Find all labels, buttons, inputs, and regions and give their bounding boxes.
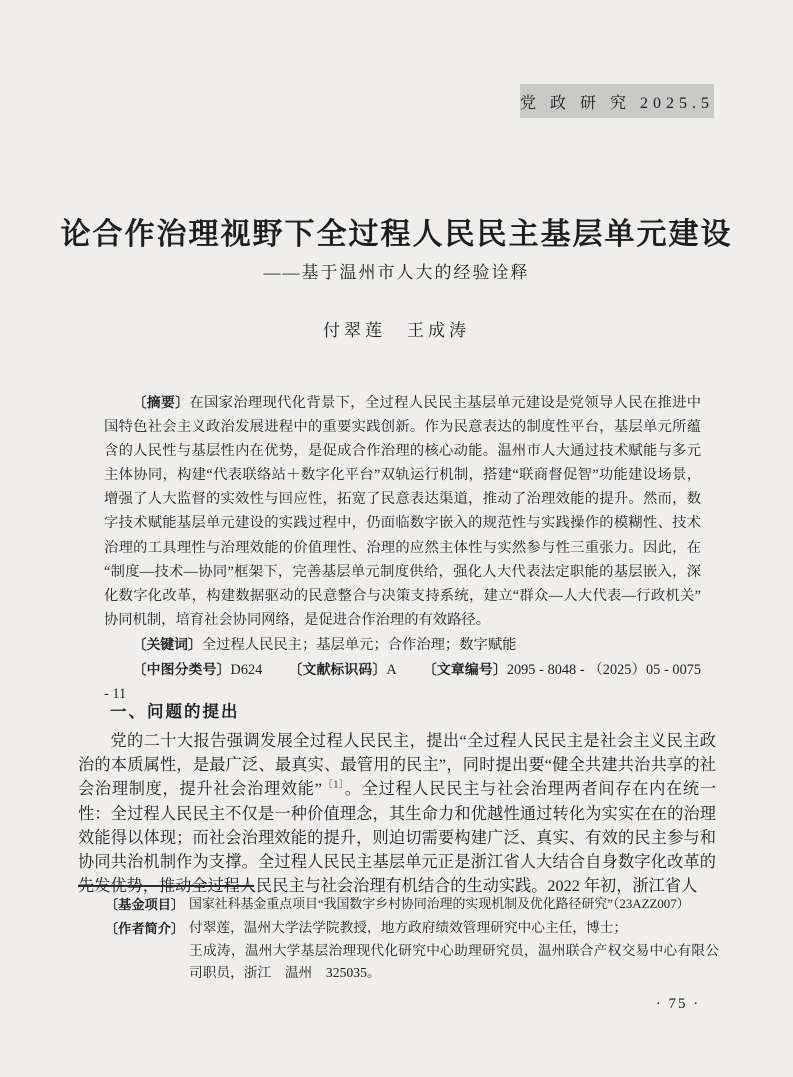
abstract-block [104, 390, 701, 706]
doc-code-value: A [386, 662, 397, 679]
fund-label: 〔基金项目〕 [105, 897, 185, 912]
article-no-value: 2095 - 8048 - （2025）05 - 0075 - 11 [104, 662, 702, 703]
keywords-label: 〔关键词〕 [132, 635, 202, 652]
keywords-line [104, 632, 701, 657]
article-no-label: 〔文章编号〕 [422, 661, 507, 678]
footnotes-block [105, 894, 719, 988]
clc-value: D624 [230, 662, 263, 679]
body-text-part-1: 党的二十大报告强调发展全过程人民民主，提出“全过程人民民主是社会主义民主政治的本质属性，是最广泛、最真实、最管用的民主”，同时提出要“健全共建共治共享的社会治理制度，提升社会治理效能” [78, 732, 716, 799]
article-title: 论合作治理视野下全过程人民民主基层单元建设 [60, 218, 733, 252]
clc-label: 〔中图分类号〕 [132, 661, 231, 678]
author-bio-note [105, 917, 719, 985]
article-authors: 付翠莲 王成涛 [323, 321, 470, 340]
journal-header-badge [520, 84, 714, 118]
body-paragraph [78, 729, 716, 898]
page-number: · 75 · [655, 996, 701, 1012]
keywords-text: 全过程人民民主；基层单元；合作治理；数字赋能 [201, 636, 517, 653]
journal-title: 党 政 研 究 2025.5 [520, 94, 715, 112]
abstract-label: 〔摘要〕 [132, 394, 190, 410]
fund-note [105, 894, 719, 914]
footnote-separator [78, 885, 254, 887]
bio-line-2: 王成涛，温州大学基层治理现代化研究中心助理研究员，温州联合产权交易中心有限公司职员，浙江 温州 325035。 [189, 942, 719, 980]
fund-text: 国家社科基金重点项目“我国数字乡村协同治理的实现机制及优化路径研究”（23AZZ007） [189, 897, 690, 911]
article-subtitle: ——基于温州市人大的经验诠释 [263, 263, 530, 282]
doc-code-label: 〔文献标识码〕 [288, 661, 387, 678]
body-text-part-2: 。全过程人民民主与社会治理两者间存在内在统一性：全过程人民民主不仅是一种价值理念，其生命力和优越性通过转化为实实在在的治理效能得以体现；而社会治理效能的提升，则迫切需要构建广泛、真实、有效的民主参与和协同共治机制作为支撑。全过程人民民主基层单元正是浙江省人大结合自身数字化改革的先发优势，推动全过程人民民主与社会治理有机结合的生动实践。2022 年初，浙江省人 [78, 780, 717, 896]
abstract-text: 在国家治理现代化背景下，全过程人民民主基层单元建设是党领导人民在推进中国特色社会主义政治发展进程中的重要实践创新。作为民意表达的制度性平台，基层单元所蕴含的人民性与基层性内在优势，是促成合作治理的核心动能。温州市人大通过技术赋能与多元主体协同，构建“代表联络站＋数字化平台”双轨运行机制，搭建“联商督促智”功能建设场景，增强了人大监督的实效性与回应性，拓宽了民意表达渠道，推动了治理效能的提升。然而，数字技术赋能基层单元建设的实践过程中，仍面临数字嵌入的规范性与实践操作的模糊性、技术治理的工具理性与治理效能的价值理性、治理的应然主体性与实然参与性三重张力。因此，在“制度—技术—协同”框架下，完善基层单元制度供给，强化人大代表法定职能的基层嵌入，深化数字化改革，构建数据驱动的民意整合与决策支持系统，建立“群众—人大代表—行政机关”协同机制，培育社会协同网络，是促进合作治理的有效路径。 [104, 395, 702, 628]
section-1-heading: 一、问题的提出 [110, 703, 240, 721]
abstract-paragraph [104, 390, 701, 632]
citation-ref-1: 〔1〕 [321, 780, 345, 792]
bio-label: 〔作者简介〕 [105, 921, 185, 936]
bio-line-1: 付翠莲，温州大学法学院教授，地方政府绩效管理研究中心主任，博士； [189, 920, 628, 935]
bio-content [189, 917, 719, 985]
